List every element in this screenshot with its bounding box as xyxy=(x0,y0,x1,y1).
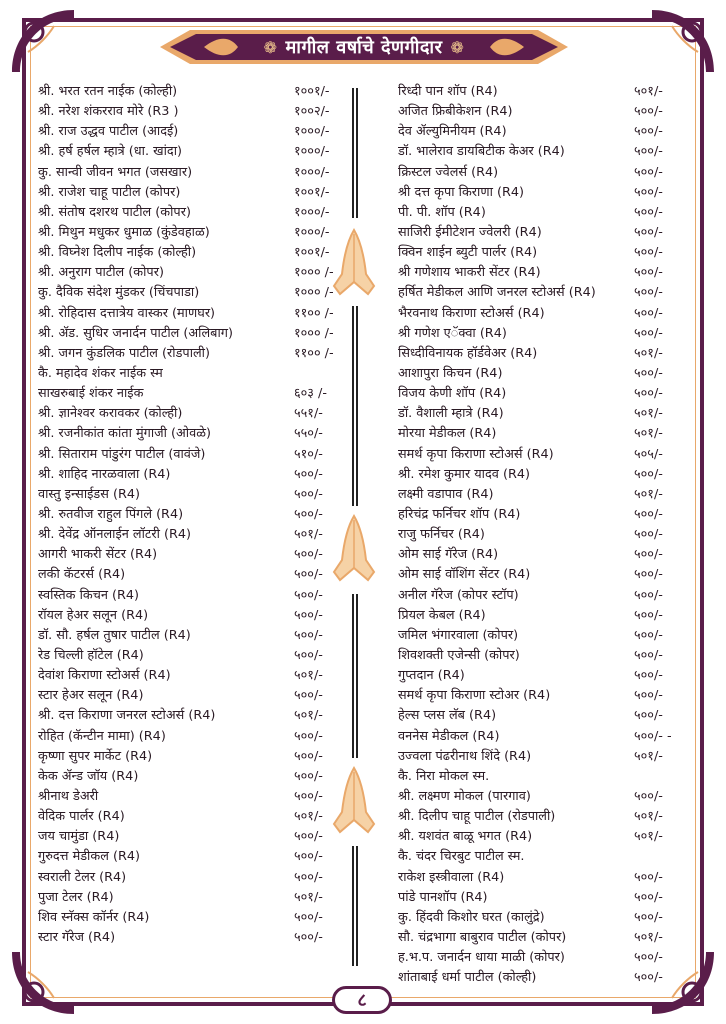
donor-name: श्री. रमेश कुमार यादव (R4) xyxy=(398,466,530,482)
donor-name: कु. सान्वी जीवन भगत (जसखार) xyxy=(38,164,193,180)
folded-hands-icon xyxy=(326,226,382,298)
donation-amount: ५००/- xyxy=(634,668,663,684)
donation-amount: ५००/- xyxy=(634,547,663,563)
flower-icon: ❁ xyxy=(263,37,278,57)
donor-row xyxy=(398,765,688,785)
donor-name: स्वराली टेलर (R4) xyxy=(38,869,127,885)
donation-amount: ५००/- xyxy=(294,849,323,865)
donor-name: लक्ष्मी वडापाव (R4) xyxy=(398,486,494,502)
folded-hands-icon xyxy=(326,512,382,584)
donor-row xyxy=(38,845,348,865)
donation-amount: ५००/- xyxy=(634,245,663,261)
donor-row xyxy=(398,382,688,402)
donor-name: श्री गणेशाय भाकरी सेंटर (R4) xyxy=(398,265,541,281)
donor-row xyxy=(398,966,688,986)
donor-row xyxy=(38,604,348,624)
donor-name: रेड चिल्ली हॉटेल (R4) xyxy=(38,648,144,663)
donor-row xyxy=(38,201,348,221)
donor-name: कु. हिंदवी किशोर घरत (कालुंद्रे) xyxy=(398,909,545,925)
donor-name: कै. चंदर चिरबुट पाटील स्म. xyxy=(398,849,525,865)
donation-amount: ५०१/- xyxy=(634,426,663,442)
donation-amount: ५००/- xyxy=(634,164,663,180)
donation-amount: ५००/- xyxy=(634,144,663,160)
donor-name: श्री. यशवंत बाळू भगत (R4) xyxy=(398,829,533,845)
donation-amount: १०००/- xyxy=(294,225,330,241)
donation-amount: ५०१/- xyxy=(634,345,663,361)
donor-row xyxy=(398,865,688,885)
page-title: मागील वर्षाचे देणगीदार xyxy=(285,37,443,58)
donor-name: देव ॲल्युमिनीयम (R4) xyxy=(398,124,507,140)
donor-name: पी. पी. शॉप (R4) xyxy=(398,204,486,220)
donor-list-left xyxy=(38,80,348,946)
donation-amount: ५००/- xyxy=(634,285,663,301)
donor-name: जय चामुंडा (R4) xyxy=(38,829,120,845)
donation-amount: ५००/- xyxy=(294,768,323,784)
donor-name: जमिल भंगारवाला (कोपर) xyxy=(398,627,519,643)
donor-name: डॉ. भालेराव डायबिटीक केअर (R4) xyxy=(398,144,565,160)
donation-amount: ५००/- xyxy=(294,607,323,623)
donor-name: कु. दैविक संदेश मुंडकर (चिंचपाडा) xyxy=(38,285,200,301)
donor-name: राजु फर्निचर (R4) xyxy=(398,527,485,543)
donor-row xyxy=(398,100,688,120)
donor-row xyxy=(398,241,688,261)
donation-amount: १०००/- xyxy=(294,164,330,180)
donation-amount: १०००/- xyxy=(294,204,330,220)
donation-amount: ५००/- xyxy=(294,547,323,563)
donation-amount: ५००/- xyxy=(294,909,323,925)
donor-name: रोहित (कॅन्टीन मामा) (R4) xyxy=(38,728,166,744)
donor-row xyxy=(398,906,688,926)
donor-name: केक ॲन्ड जॉय (R4) xyxy=(38,768,139,784)
page-number: ८ xyxy=(332,986,392,1014)
donor-row xyxy=(398,825,688,845)
donation-amount: ५००/- xyxy=(634,204,663,220)
donor-name: भैरवनाथ किराणा स्टोअर्स (R4) xyxy=(398,305,545,321)
page-header xyxy=(160,28,568,66)
donor-row xyxy=(398,221,688,241)
donor-row xyxy=(38,80,348,100)
corner-ornament-icon xyxy=(8,948,78,1018)
donation-amount: ५००/- xyxy=(634,325,663,341)
donor-name: वास्तु इन्साईडस (R4) xyxy=(38,486,141,502)
donor-row xyxy=(38,161,348,181)
donor-row xyxy=(398,483,688,503)
donation-amount: ५००/- xyxy=(294,788,323,804)
donation-amount: ५००/- xyxy=(634,225,663,241)
donation-amount: ५००/- xyxy=(294,688,323,704)
donation-amount: ५००/- xyxy=(294,929,323,945)
donor-name: रिध्दी पान शॉप (R4) xyxy=(398,84,498,100)
donor-row xyxy=(38,483,348,503)
donation-amount: ५००/- - xyxy=(634,728,672,744)
donor-name: राकेश इस्त्रीवाला (R4) xyxy=(398,869,505,885)
donation-amount: ५००/- xyxy=(634,950,663,966)
donor-row xyxy=(398,926,688,946)
donor-row xyxy=(38,181,348,201)
donor-name: उज्वला पंढरीनाथ शिंदे (R4) xyxy=(398,748,532,764)
donation-amount: ५००/- xyxy=(634,648,663,663)
donor-row xyxy=(398,644,688,664)
donor-name: ह.भ.प. जनार्दन धाया माळी (कोपर) xyxy=(398,950,565,966)
donor-row xyxy=(398,261,688,281)
donation-amount: ५००/- xyxy=(634,366,663,382)
donation-amount: ५१०/- xyxy=(294,446,323,462)
donor-name: पुजा टेलर (R4) xyxy=(38,889,114,905)
donor-row xyxy=(398,785,688,805)
donor-row xyxy=(398,402,688,422)
donor-row xyxy=(398,302,688,322)
donor-name: श्री. रोहिदास दत्तात्रेय वास्कर (माणघर) xyxy=(38,305,216,321)
donor-name: गुरुदत्त मेडीकल (R4) xyxy=(38,849,140,865)
donation-amount: ५०१/- xyxy=(634,809,663,825)
donation-amount: १००१/- xyxy=(294,84,330,100)
donor-row xyxy=(398,704,688,724)
donation-amount: ५०१/- xyxy=(634,406,663,422)
donor-name: हेल्स प्लस लॅब (R4) xyxy=(398,708,497,724)
donor-row xyxy=(38,241,348,261)
donor-name: हर्षित मेडीकल आणि जनरल स्टोअर्स (R4) xyxy=(398,285,596,301)
donor-name: क्विन शाईन ब्युटी पार्लर (R4) xyxy=(398,245,538,261)
donor-row xyxy=(38,785,348,805)
donor-row xyxy=(38,704,348,724)
donor-name: शिव स्नॅक्स कॉर्नर (R4) xyxy=(38,909,150,925)
donation-amount: ५५१/- xyxy=(294,406,323,422)
donor-name: साजिरी ईमीटेशन ज्वेलरी (R4) xyxy=(398,225,542,241)
donation-amount: ५००/- xyxy=(634,627,663,643)
donor-row xyxy=(398,543,688,563)
donor-name: साखरुबाई शंकर नाईक xyxy=(38,386,144,402)
donation-amount: ५०५/- xyxy=(634,446,663,462)
donor-row xyxy=(38,382,348,402)
donor-row xyxy=(38,342,348,362)
donation-amount: ५००/- xyxy=(634,466,663,482)
donor-name: श्री. ॲड. सुधिर जनार्दन पाटील (अलिबाग) xyxy=(38,325,233,341)
donor-row xyxy=(38,865,348,885)
donor-row xyxy=(398,80,688,100)
donation-amount: ५०१/- xyxy=(294,708,323,724)
donor-name: श्री. भरत रतन नाईक (कोल्ही) xyxy=(38,84,178,100)
donor-row xyxy=(38,100,348,120)
donation-amount: ५००/- xyxy=(294,869,323,885)
donor-row xyxy=(398,563,688,583)
donor-row xyxy=(38,221,348,241)
donor-name: ओम साई वॉशिंग सेंटर (R4) xyxy=(398,567,531,583)
donor-row xyxy=(398,463,688,483)
donation-amount: ५००/- xyxy=(634,124,663,140)
donor-row xyxy=(38,584,348,604)
donation-amount: ५०१/- xyxy=(634,929,663,945)
column-divider xyxy=(352,306,358,506)
donation-amount: ५००/- xyxy=(634,909,663,925)
donor-name: समर्थ कृपा किराणा स्टोअर्स (R4) xyxy=(398,446,554,462)
donor-row xyxy=(38,523,348,543)
donor-name: श्री. रुतवीज राहुल पिंगले (R4) xyxy=(38,507,184,523)
donor-row xyxy=(398,342,688,362)
donation-amount: १००० /- xyxy=(294,265,334,281)
donation-amount: ५०१/- xyxy=(294,809,323,825)
donor-name: श्री. राजेश चाहू पाटील (कोपर) xyxy=(38,184,181,200)
column-divider xyxy=(352,594,358,758)
donor-name: श्री. संतोष दशरथ पाटील (कोपर) xyxy=(38,204,191,220)
donation-amount: ५०१/- xyxy=(294,668,323,684)
donor-row xyxy=(38,684,348,704)
donor-row xyxy=(38,543,348,563)
donation-amount: ५५०/- xyxy=(294,426,323,442)
donation-amount: १००२/- xyxy=(294,104,330,120)
donor-list-right xyxy=(398,80,688,986)
donor-name: समर्थ कृपा किराणा स्टोअर (R4) xyxy=(398,688,551,704)
donation-amount: ५००/- xyxy=(634,104,663,120)
donor-row xyxy=(398,120,688,140)
donor-name: डॉ. वैशाली म्हात्रे (R4) xyxy=(398,406,504,422)
donor-row xyxy=(38,825,348,845)
donation-amount: ११०० /- xyxy=(294,345,334,361)
donor-name: श्री. शाहिद नारळवाला (R4) xyxy=(38,466,171,482)
donor-row xyxy=(38,906,348,926)
donor-row xyxy=(38,362,348,382)
donor-row xyxy=(398,443,688,463)
donor-name: श्री. राज उद्धव पाटील (आदई) xyxy=(38,124,179,140)
donor-name: स्टार हेअर सलून (R4) xyxy=(38,688,144,704)
donor-row xyxy=(398,624,688,644)
donor-row xyxy=(38,402,348,422)
donor-row xyxy=(398,322,688,342)
donor-row xyxy=(38,463,348,483)
donation-amount: ५००/- xyxy=(294,466,323,482)
donor-row xyxy=(38,725,348,745)
donor-row xyxy=(398,503,688,523)
donor-name: क्रिस्टल ज्वेलर्स (R4) xyxy=(398,164,499,180)
donor-row xyxy=(398,584,688,604)
donation-amount: ५००/- xyxy=(634,587,663,603)
corner-ornament-icon xyxy=(8,6,78,76)
donor-row xyxy=(398,422,688,442)
donor-name: स्टार गॅरेज (R4) xyxy=(38,929,116,945)
donor-row xyxy=(398,181,688,201)
donor-name: पांडे पानशॉप (R4) xyxy=(398,889,488,905)
donor-row xyxy=(398,362,688,382)
donation-amount: १००० /- xyxy=(294,285,334,301)
donor-row xyxy=(398,664,688,684)
donor-name: गुप्तदान (R4) xyxy=(398,668,465,684)
donor-name: श्री. लक्ष्मण मोकल (पारगाव) xyxy=(398,788,531,804)
folded-hands-icon xyxy=(326,764,382,836)
donation-amount: ५००/- xyxy=(294,507,323,523)
donor-row xyxy=(38,765,348,785)
corner-ornament-icon xyxy=(648,6,718,76)
donation-amount: ५००/- xyxy=(294,567,323,583)
donation-amount: ११०० /- xyxy=(294,305,334,321)
donor-name: डॉ. सौ. हर्षल तुषार पाटील (R4) xyxy=(38,627,191,643)
donation-amount: ५००/- xyxy=(634,567,663,583)
donor-name: ओम साई गॅरेज (R4) xyxy=(398,547,499,563)
donor-name: श्री. रजनीकांत कांता मुंगाजी (ओवळे) xyxy=(38,426,211,442)
donor-name: श्री. दिलीप चाहू पाटील (रोडपाली) xyxy=(398,809,556,825)
donor-row xyxy=(398,161,688,181)
donor-row xyxy=(398,745,688,765)
donor-name: श्री. अनुराग पाटील (कोपर) xyxy=(38,265,164,281)
donation-amount: ५०१/- xyxy=(294,889,323,905)
donation-amount: १०००/- xyxy=(294,124,330,140)
donation-amount: ५००/- xyxy=(294,587,323,603)
donor-name: श्री. नरेश शंकरराव मोरे (R3 ) xyxy=(38,104,179,120)
donation-amount: ५०१/- xyxy=(634,486,663,502)
donor-name: आशापुरा किचन (R4) xyxy=(398,366,503,382)
donor-name: मोरया मेडीकल (R4) xyxy=(398,426,497,442)
donor-name: कृष्णा सुपर मार्केट (R4) xyxy=(38,748,153,764)
donor-row xyxy=(38,886,348,906)
donor-name: श्री. हर्ष हर्षल म्हात्रे (धा. खांदा) xyxy=(38,144,183,160)
donor-row xyxy=(398,805,688,825)
donor-name: श्री. जगन कुंडलिक पाटील (रोडपाली) xyxy=(38,345,210,361)
donor-name: श्री. विघ्नेश दिलीप नाईक (कोल्ही) xyxy=(38,245,197,261)
donor-row xyxy=(38,926,348,946)
donor-name: श्रीनाथ डेअरी xyxy=(38,788,99,804)
donor-row xyxy=(38,644,348,664)
donor-row xyxy=(398,281,688,301)
donor-row xyxy=(38,805,348,825)
donor-name: अनील गॅरेज (कोपर स्टॉप) xyxy=(398,587,519,603)
donor-row xyxy=(38,322,348,342)
donor-name: स्वस्तिक किचन (R4) xyxy=(38,587,140,603)
donor-name: श्री. दत्त किराणा जनरल स्टोअर्स (R4) xyxy=(38,708,216,724)
donation-amount: ५००/- xyxy=(294,748,323,764)
donor-name: देवांश किराणा स्टोअर्स (R4) xyxy=(38,668,171,684)
donor-row xyxy=(398,886,688,906)
donation-amount: ५००/- xyxy=(634,889,663,905)
donor-name: प्रियल केबल (R4) xyxy=(398,607,486,623)
donation-amount: ५००/- xyxy=(294,829,323,845)
column-divider xyxy=(352,846,358,966)
donation-amount: ५००/- xyxy=(634,607,663,623)
donation-amount: ५०१/- xyxy=(634,84,663,100)
donor-name: सिध्दीविनायक हॉर्डवेअर (R4) xyxy=(398,345,538,361)
donor-name: कै. निरा मोकल स्म. xyxy=(398,768,490,784)
donor-row xyxy=(38,624,348,644)
donation-amount: ५००/- xyxy=(294,728,323,744)
donor-row xyxy=(398,845,688,865)
donation-amount: ५००/- xyxy=(634,386,663,402)
donor-row xyxy=(398,201,688,221)
donation-amount: ५०१/- xyxy=(634,829,663,845)
donor-row xyxy=(38,443,348,463)
donation-amount: ५०१/- xyxy=(634,748,663,764)
donation-amount: ५००/- xyxy=(634,788,663,804)
flower-icon: ❁ xyxy=(450,37,465,57)
donor-name: हरिचंद्र फर्निचर शॉप (R4) xyxy=(398,507,521,523)
donation-amount: ६०३ /- xyxy=(294,386,327,402)
donation-amount: ५००/- xyxy=(634,507,663,523)
donor-row xyxy=(398,604,688,624)
donor-name: शांताबाई धर्मा पाटील (कोल्ही) xyxy=(398,970,537,986)
donor-row xyxy=(38,563,348,583)
donor-row xyxy=(38,664,348,684)
donor-row xyxy=(398,946,688,966)
donor-row xyxy=(38,503,348,523)
donor-row xyxy=(38,281,348,301)
donor-name: लकी कॅटरर्स (R4) xyxy=(38,567,126,583)
donor-name: श्री दत्त कृपा किराणा (R4) xyxy=(398,184,524,200)
donor-name: श्री. देवेंद्र ऑनलाईन लॉटरी (R4) xyxy=(38,527,191,543)
donor-row xyxy=(38,140,348,160)
donor-name: रॉयल हेअर सलून (R4) xyxy=(38,607,149,623)
donation-amount: ५००/- xyxy=(634,869,663,885)
donation-amount: ५००/- xyxy=(634,708,663,724)
donor-row xyxy=(398,523,688,543)
donation-amount: ५०१/- xyxy=(294,527,323,543)
donation-amount: ५००/- xyxy=(634,305,663,321)
donation-amount: ५००/- xyxy=(634,970,663,986)
donation-amount: ५००/- xyxy=(634,265,663,281)
donor-name: श्री. मिथुन मधुकर धुमाळ (कुंडेवहाळ) xyxy=(38,225,210,241)
donor-name: श्री. सिताराम पांडुरंग पाटील (वावंजे) xyxy=(38,446,206,462)
donation-amount: ५००/- xyxy=(294,627,323,643)
donor-name: वननेस मेडीकल (R4) xyxy=(398,728,500,744)
donor-row xyxy=(38,302,348,322)
donation-amount: १००१/- xyxy=(294,245,330,261)
donor-name: श्री गणेश एॅक्वा (R4) xyxy=(398,325,507,341)
donation-amount: ५००/- xyxy=(634,527,663,543)
donor-row xyxy=(38,261,348,281)
donor-name: श्री. ज्ञानेश्वर करावकर (कोल्ही) xyxy=(38,406,183,422)
donor-name: विजय केणी शॉप (R4) xyxy=(398,386,507,402)
donation-amount: १००० /- xyxy=(294,325,334,341)
donor-name: वेदिक पार्लर (R4) xyxy=(38,809,125,825)
column-divider xyxy=(352,88,358,218)
donor-row xyxy=(398,140,688,160)
donation-amount: ५००/- xyxy=(294,648,323,663)
donation-amount: ५००/- xyxy=(634,688,663,704)
donor-row xyxy=(38,120,348,140)
donor-name: अजित फ्रिबीकेशन (R4) xyxy=(398,104,513,120)
donor-row xyxy=(398,725,688,745)
donor-name: सौ. चंद्रभागा बाबुराव पाटील (कोपर) xyxy=(398,929,567,945)
donor-name: शिवशक्ती एजेन्सी (कोपर) xyxy=(398,648,520,663)
donor-row xyxy=(38,422,348,442)
donor-row xyxy=(398,684,688,704)
donation-amount: ५००/- xyxy=(294,486,323,502)
donor-row xyxy=(38,745,348,765)
donor-name: आगरी भाकरी सेंटर (R4) xyxy=(38,547,158,563)
donation-amount: १००१/- xyxy=(294,184,330,200)
donation-amount: १०००/- xyxy=(294,144,330,160)
donor-name: कै. महादेव शंकर नाईक स्म xyxy=(38,366,163,382)
donation-amount: ५००/- xyxy=(634,184,663,200)
